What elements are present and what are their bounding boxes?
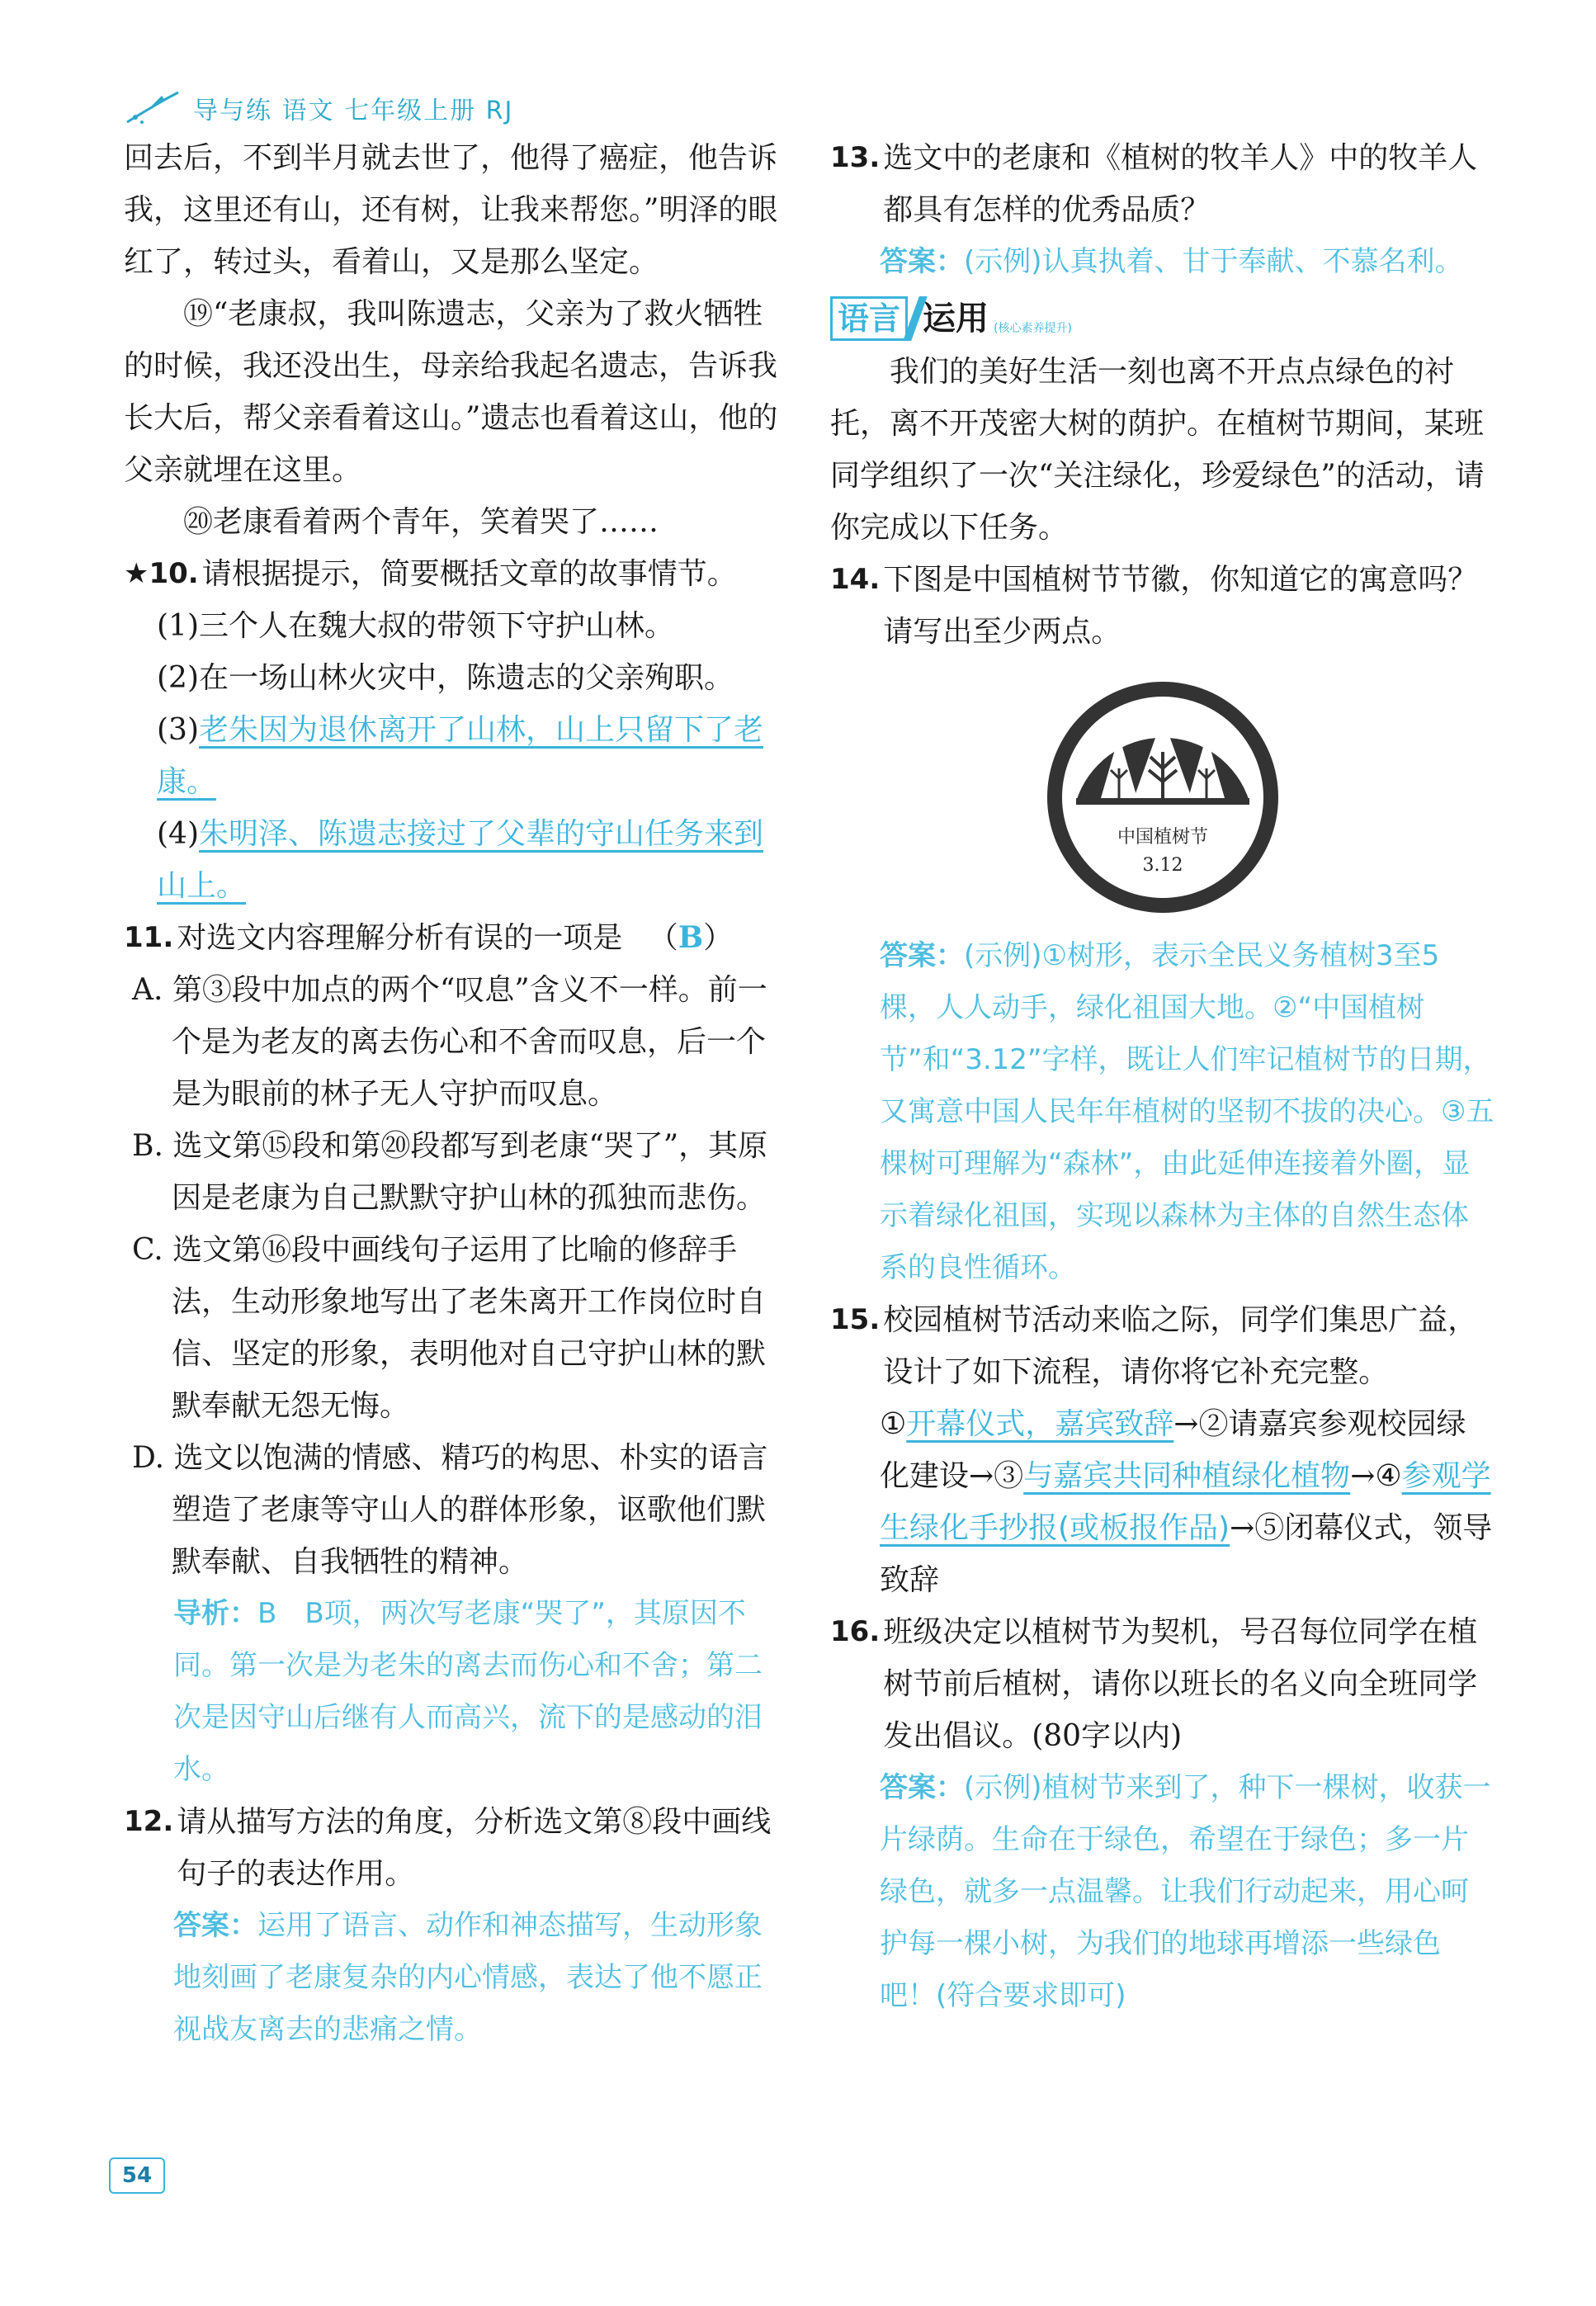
sub-item-2: (2)在一场山林火灾中，陈遗志的父亲殉职。 <box>157 661 734 695</box>
question-text: 请根据提示，简要概括文章的故事情节。 <box>201 557 737 591</box>
answer-choice: B <box>678 920 704 955</box>
question-13 <box>830 132 1495 288</box>
fill-answer: 老朱因为退休离开了山林，山上只留下了老康。 <box>157 713 764 799</box>
emblem-text-name: 中国植树节 <box>1117 827 1209 848</box>
section-intro: 我们的美好生活一刻也离不开点点绿色的衬托，离不开茂密大树的荫护。在植树节期间，某班同学组织了一次“关注绿化，珍爱绿色”的活动，请你完成以下任务。 <box>830 355 1485 545</box>
question-16 <box>830 1606 1495 2022</box>
fill-answer: 朱明泽、陈遗志接过了父辈的守山任务来到山上。 <box>157 817 764 903</box>
sub-item-4 <box>124 808 784 912</box>
fill-answer-3: 参观学生绿化手抄报(或板报作品) <box>880 1459 1491 1545</box>
question-10 <box>124 548 784 912</box>
arbor-day-emblem <box>830 678 1495 917</box>
answer-text: (示例)植树节来到了，种下一棵树，收获一片绿荫。生命在于绿色，希望在于绿色；多一片绿色，就多一点温馨。让我们行动起来，用心呵护每一棵小树，为我们的地球再增添一些绿色吧！(符合要求即可) <box>880 1771 1491 2012</box>
question-number: 15. <box>830 1303 881 1336</box>
pen-logo-icon <box>124 89 182 127</box>
question-number: 12. <box>124 1805 174 1838</box>
tree-emblem-icon <box>1043 678 1282 917</box>
question-number: 11. <box>124 921 174 954</box>
question-text <box>177 912 733 964</box>
option-a: A. 第③段中加点的两个“叹息”含义不一样。前一个是为老友的离去伤心和不舍而叹息，后一个是为眼前的林子无人守护而叹息。 <box>132 973 767 1111</box>
sub-item-3 <box>124 704 784 808</box>
section-heading <box>830 296 1495 341</box>
question-text: 选文中的老康和《植树的牧羊人》中的牧羊人都具有怎样的优秀品质？ <box>883 141 1478 227</box>
sub-item-1: (1)三个人在魏大叔的带领下守护山林。 <box>157 609 674 643</box>
question-14 <box>830 554 1495 1294</box>
left-column <box>124 132 784 2056</box>
answer-label: 答案： <box>173 1909 257 1942</box>
question-text: 请从描写方法的角度，分析选文第⑧段中画线句子的表达作用。 <box>177 1805 772 1891</box>
process-flow <box>830 1398 1495 1606</box>
option-c: C. 选文第⑯段中画线句子运用了比喻的修辞手法，生动形象地写出了老朱离开工作岗位时自信、坚定的形象，表明他对自己守护山林的默默奉献无怨无悔。 <box>132 1233 767 1423</box>
question-text: 校园植树节活动来临之际，同学们集思广益，设计了如下流程，请你将它补充完整。 <box>883 1303 1478 1389</box>
flow-step-2-3: →②请嘉宾参观校园绿化建设→③ <box>880 1407 1466 1493</box>
flow-step-5: →⑤闭幕仪式，领导致辞 <box>880 1511 1493 1597</box>
flow-step-1: ① <box>880 1407 907 1441</box>
header-title: 导与练 语文 七年级上册 RJ <box>193 97 514 125</box>
section-title: 运用 <box>923 300 989 338</box>
question-number: 14. <box>830 563 881 596</box>
question-number: 13. <box>830 141 881 174</box>
option-b: B. 选文第⑮段和第⑳段都写到老康“哭了”，其原因是老康为自己默默守护山林的孤独而悲伤。 <box>132 1129 768 1215</box>
fill-answer-1: 开幕仪式，嘉宾致辞 <box>906 1407 1174 1441</box>
answer-text: 运用了语言、动作和神态描写，生动形象地刻画了老康复杂的内心情感，表达了他不愿正视战友离去的悲痛之情。 <box>173 1909 763 2046</box>
analysis <box>124 1588 784 1796</box>
sub-item-label: (3) <box>157 713 199 747</box>
answer-label: 答案： <box>880 1771 964 1804</box>
answer-text: (示例)认真执着、甘于奉献、不慕名利。 <box>964 245 1463 278</box>
paragraph-continued: 回去后，不到半月就去世了，他得了癌症，他告诉我，这里还有山，还有树，让我来帮您。”明泽的眼红了，转过头，看着山，又是那么坚定。 <box>124 141 778 279</box>
question-text: 班级决定以植树节为契机，号召每位同学在植树节前后植树，请你以班长的名义向全班同学发出倡议。(80字以内) <box>883 1615 1478 1753</box>
sub-item-label: (4) <box>157 817 199 851</box>
answer <box>830 236 1495 288</box>
fill-answer-2: 与嘉宾共同种植绿化植物 <box>1023 1459 1351 1493</box>
flow-step-4: →④ <box>1350 1459 1402 1493</box>
question-number: 16. <box>830 1615 881 1648</box>
paragraph-20: ⑳老康看着两个青年，笑着哭了…… <box>183 505 659 539</box>
question-11 <box>124 912 784 1796</box>
section-box-label: 语言 <box>830 296 908 341</box>
section-subtitle: (核心素养提升) <box>994 322 1072 335</box>
answer-label: 答案： <box>880 245 964 278</box>
answer-label: 答案： <box>880 939 964 972</box>
option-d: D. 选文以饱满的情感、精巧的构思、朴实的语言塑造了老康等守山人的群体形象，讴歌他们默默奉献、自我牺牲的精神。 <box>132 1441 768 1579</box>
page-number: 54 <box>109 2157 165 2194</box>
paragraph-19: ⑲“老康叔，我叫陈遗志，父亲为了救火牺牲的时候，我还没出生，母亲给我起名遗志，告诉我长大后，帮父亲看着这山。”遗志也看着这山，他的父亲就埋在这里。 <box>124 297 778 487</box>
paren-close: ） <box>703 921 734 955</box>
analysis-label: 导析： <box>173 1597 257 1630</box>
answer <box>124 1900 784 2056</box>
answer <box>830 930 1495 1294</box>
question-stem: 对选文内容理解分析有误的一项是 <box>177 921 623 955</box>
page-header <box>124 89 513 127</box>
question-number: ★10. <box>124 557 199 590</box>
question-12 <box>124 1796 784 2056</box>
paren-open: （ <box>648 921 678 955</box>
answer-text: (示例)①树形，表示全民义务植树3至5棵，人人动手，绿化祖国大地。②“中国植树节”和“3.12”字样，既让人们牢记植树节的日期，又寓意中国人民年年植树的坚韧不拔的决心。③五棵树可理解为“森林”，由此延伸连接着外圈，显示着绿化祖国，实现以森林为主体的自然生态体系的良性循环。 <box>880 939 1494 1284</box>
analysis-text: B B项，两次写老康“哭了”，其原因不同。第一次是为老朱的离去而伤心和不舍；第二次是因守山后继有人而高兴，流下的是感动的泪水。 <box>173 1597 763 1786</box>
emblem-text-date: 3.12 <box>1142 855 1183 876</box>
question-15 <box>830 1294 1495 1606</box>
answer <box>830 1762 1495 2022</box>
question-text: 下图是中国植树节节徽，你知道它的寓意吗？请写出至少两点。 <box>883 563 1478 649</box>
right-column <box>830 132 1495 2022</box>
